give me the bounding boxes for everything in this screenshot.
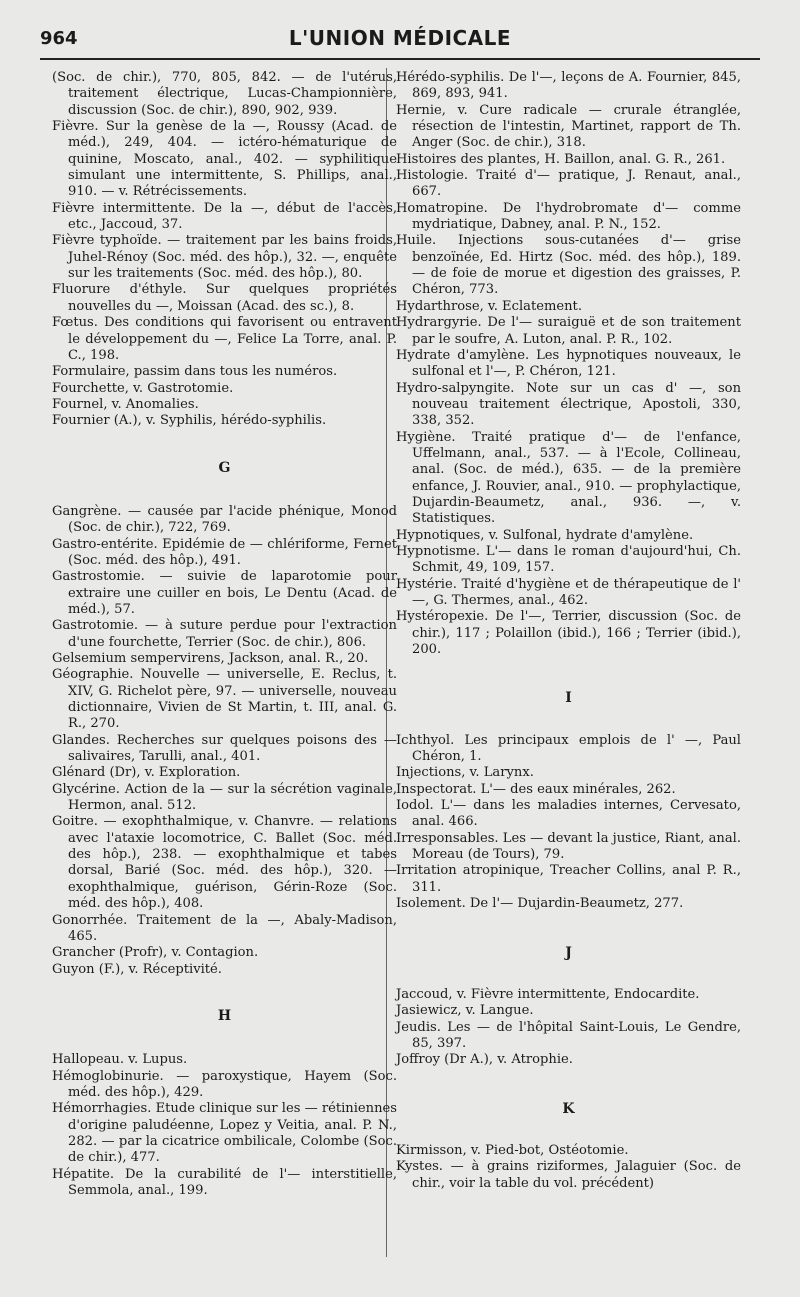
page-number: 964 xyxy=(40,28,78,49)
index-entry: Hystérie. Traité d'hygiène et de thérapeutique de l' —, G. Thermes, anal., 462. xyxy=(396,576,741,608)
index-entry: Gastrotomie. — à suture perdue pour l'extraction d'une fourchette, Terrier (Soc. de chir.), 806. xyxy=(52,618,397,650)
index-entry: Glénard (Dr), v. Exploration. xyxy=(52,765,241,781)
index-entry: Kirmisson, v. Pied-bot, Ostéotomie. xyxy=(396,1142,629,1158)
index-entry: Gastro-entérite. Epidémie de — chlériforme, Fernet (Soc. méd. des hôp.), 491. xyxy=(52,536,397,568)
index-entry: Grancher (Profr), v. Contagion. xyxy=(52,945,259,961)
index-entry: Irritation atropinique, Treacher Collins, anal P. R., 311. xyxy=(396,863,741,895)
index-entry: Formulaire, passim dans tous les numéros. xyxy=(52,364,338,380)
index-entry: Homatropine. De l'hydrobromate d'— comme mydriatique, Dabney, anal. P. N., 152. xyxy=(396,200,741,233)
index-entry: Fœtus. Des conditions qui favorisent ou entravent le développement du —, Felice La Torre, anal. P. C., 198. xyxy=(52,315,397,363)
section-letter-j: J xyxy=(565,944,572,961)
index-entry: Guyon (F.), v. Réceptivité. xyxy=(52,961,222,977)
section-letter-h: H xyxy=(217,1007,232,1024)
index-entry: Fournier (A.), v. Syphilis, hérédo-syphilis. xyxy=(52,413,327,429)
entries-h-continued xyxy=(396,70,741,658)
index-entry: Gonorrhée. Traitement de la —, Abaly-Madison, 465. xyxy=(52,912,397,944)
index-entry: Hypnotiques, v. Sulfonal, hydrate d'amylène. xyxy=(396,527,694,543)
index-entry: Fourchette, v. Gastrotomie. xyxy=(52,380,234,396)
entries-h xyxy=(52,1052,397,1199)
entries-g xyxy=(52,504,397,978)
index-entry: Fièvre intermittente. De la —, début de l'accès, etc., Jaccoud, 37. xyxy=(52,200,397,233)
index-entry: Hydarthrose, v. Eclatement. xyxy=(396,298,582,314)
index-entry: Jeudis. Les — de l'hôpital Saint-Louis, Le Gendre, 85, 397. xyxy=(396,1019,741,1051)
page-header xyxy=(40,22,760,52)
section-letter-g: G xyxy=(218,459,231,476)
right-column xyxy=(396,70,741,1192)
index-entry: Joffroy (Dr A.), v. Atrophie. xyxy=(396,1052,573,1068)
index-entry: Gangrène. — causée par l'acide phénique, Monod (Soc. de chir.), 722, 769. xyxy=(52,503,397,536)
index-entry: Histologie. Traité d'— pratique, J. Renaut, anal., 667. xyxy=(396,168,741,200)
index-entry: Huile. Injections sous-cutanées d'— grise benzoïnée, Ed. Hirtz (Soc. méd. des hôp.), 189. — de foie de morue et digestion des graisses, P. Chéron, 773. xyxy=(396,233,741,298)
index-entry: Hystéropexie. De l'—, Terrier, discussion (Soc. de chir.), 117 ; Polaillon (ibid.), 166 ; Terrier (ibid.), 200. xyxy=(396,609,741,658)
index-entry: Iodol. L'— dans les maladies internes, Cervesato, anal. 466. xyxy=(396,798,741,830)
index-entry: Hypnotisme. L'— dans le roman d'aujourd'hui, Ch. Schmit, 49, 109, 157. xyxy=(396,543,741,576)
index-entry: Irresponsables. Les — devant la justice, Riant, anal. Moreau (de Tours), 79. xyxy=(396,830,742,863)
section-letter-i: I xyxy=(565,690,572,707)
entries-i xyxy=(396,733,741,913)
index-entry: Hydro-salpyngite. Note sur un cas d' —, son nouveau traitement électrique, Apostoli, 330, 338, 352. xyxy=(396,380,741,429)
index-entry: Hémoglobinurie. — paroxystique, Hayem (Soc. méd. des hôp.), 429. xyxy=(52,1068,397,1100)
index-entry: Ichthyol. Les principaux emplois de l' —, Paul Chéron, 1. xyxy=(396,732,741,765)
index-entry: Glycérine. Action de la — sur la sécrétion vaginale, Hermon, anal. 512. xyxy=(52,781,397,814)
header-rule xyxy=(40,58,760,60)
index-entry: Hygiène. Traité pratique d'— de l'enfance, Uffelmann, anal., 537. — à l'Ecole, Collineau, anal. (Soc. de méd.), 635. — de la première enfance, J. Rouvier, anal., 910. — prophylactique, Dujardin-Beaumetz, anal., 936. —, v. Statistiques. xyxy=(396,429,741,527)
index-entry: Glandes. Recherches sur quelques poisons des — salivaires, Tarulli, anal., 401. xyxy=(52,732,397,765)
entries-f xyxy=(52,70,397,430)
index-entry: Fournel, v. Anomalies. xyxy=(52,396,199,412)
index-entry: Hémorrhagies. Etude clinique sur les — rétiniennes d'origine paludéenne, Lopez y Veitia, anal. P. N., 282. — par la cicatrice ombilicale, Colombe (Soc. de chir.), 477. xyxy=(52,1101,397,1166)
index-entry: Hydrate d'amylène. Les hypnotiques nouveaux, le sulfonal et l'—, P. Chéron, 121. xyxy=(396,347,741,380)
index-entry: Jasiewicz, v. Langue. xyxy=(396,1003,534,1019)
index-entry: Jaccoud, v. Fièvre intermittente, Endocardite. xyxy=(396,986,700,1002)
index-entry: Hydrargyrie. De l'— suraiguë et de son traitement par le soufre, A. Luton, anal. P. R., 102. xyxy=(396,315,741,347)
section-letter-k: K xyxy=(562,1100,575,1117)
entries-j xyxy=(396,987,741,1069)
left-column xyxy=(52,70,397,1199)
index-entry: Kystes. — à grains riziformes, Jalaguier (Soc. de chir., voir la table du vol. précédent) xyxy=(396,1159,741,1191)
index-entry: Fluorure d'éthyle. Sur quelques propriétés nouvelles du —, Moissan (Acad. des sc.), 8. xyxy=(52,282,397,314)
entries-k xyxy=(396,1143,741,1192)
index-entry: Histoires des plantes, H. Baillon, anal. G. R., 261. xyxy=(396,151,726,167)
index-entry: (Soc. de chir.), 770, 805, 842. — de l'utérus, traitement électrique, Lucas-Championnière, discussion (Soc. de chir.), 890, 902, 939. xyxy=(52,70,397,118)
index-entry: Hernie, v. Cure radicale — crurale étranglée, résection de l'intestin, Martinet, rapport de Th. Anger (Soc. de chir.), 318. xyxy=(396,102,741,151)
index-entry: Géographie. Nouvelle — universelle, E. Reclus, t. XIV, G. Richelot père, 97. — universelle, nouveau dictionnaire, Vivien de St Martin, t. III, anal. G. R., 270. xyxy=(52,667,397,732)
index-entry: Hérédo-syphilis. De l'—, leçons de A. Fournier, 845, 869, 893, 941. xyxy=(396,70,741,102)
index-entry: Fièvre. Sur la genèse de la —, Roussy (Acad. de méd.), 249, 404. — ictéro-hématurique de quinine, Moscato, anal., 402. — syphilitique simulant une intermittente, S. Phillips, anal., 910. — v. Rétrécissements. xyxy=(52,119,397,200)
index-entry: Injections, v. Larynx. xyxy=(396,765,534,781)
index-entry: Hallopeau. v. Lupus. xyxy=(52,1052,188,1068)
index-entry: Inspectorat. L'— des eaux minérales, 262. xyxy=(396,781,676,797)
index-entry: Gastrostomie. — suivie de laparotomie pour extraire une cuiller en bois, Le Dentu (Acad. de méd.), 57. xyxy=(52,569,397,617)
index-entry: Goitre. — exophthalmique, v. Chanvre. — relations avec l'ataxie locomotrice, C. Ballet (Soc. méd. des hôp.), 238. — exophthalmique et tabes dorsal, Barié (Soc. méd. des hôp.), 320. — exophthalmique, guérison, Gérin-Roze (Soc. méd. des hôp.), 408. xyxy=(52,814,397,912)
index-entry: Gelsemium sempervirens, Jackson, anal. R., 20. xyxy=(52,651,369,666)
journal-title: L'UNION MÉDICALE xyxy=(288,26,512,50)
index-entry: Fièvre typhoïde. — traitement par les bains froids, Juhel-Rénoy (Soc. méd. des hôp.), 32. —, enquête sur les traitements (Soc. méd. des hôp.), 80. xyxy=(52,233,397,282)
index-entry: Isolement. De l'— Dujardin-Beaumetz, 277. xyxy=(396,896,684,912)
index-entry: Hépatite. De la curabilité de l'— interstitielle, Semmola, anal., 199. xyxy=(52,1166,397,1198)
